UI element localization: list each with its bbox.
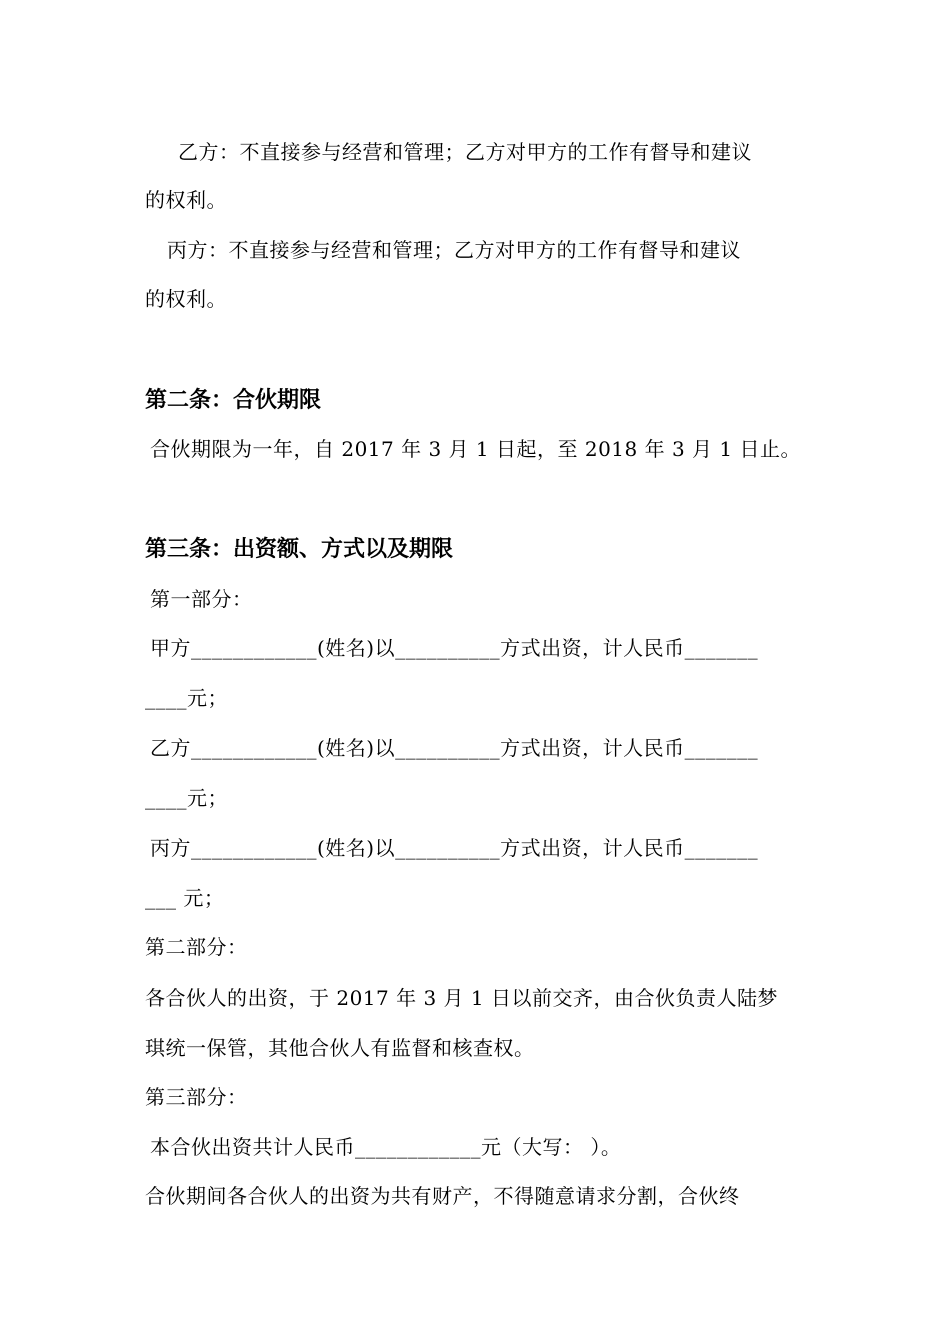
party-c-contribution-line1: 丙方____________(姓名)以__________方式出资，计人民币_______ bbox=[150, 836, 759, 860]
party-a-contribution-line1: 甲方____________(姓名)以__________方式出资，计人民币_______ bbox=[150, 636, 759, 660]
party-b-rights-line2: 的权利。 bbox=[145, 188, 227, 212]
part-2-body-line2: 琪统一保管，其他合伙人有监督和核查权。 bbox=[145, 1036, 535, 1060]
party-b-contribution-line1: 乙方____________(姓名)以__________方式出资，计人民币_______ bbox=[150, 736, 759, 760]
part-3-label: 第三部分： bbox=[145, 1085, 248, 1109]
party-b-contribution-line2: ____元； bbox=[145, 786, 228, 810]
part-1-label: 第一部分： bbox=[150, 587, 253, 611]
party-c-contribution-line2: ___ 元； bbox=[145, 886, 225, 910]
part-3-body-line2: 合伙期间各合伙人的出资为共有财产，不得随意请求分割，合伙终 bbox=[145, 1184, 740, 1208]
party-c-rights-line2: 的权利。 bbox=[145, 287, 227, 311]
article-2-body: 合伙期限为一年，自 2017 年 3 月 1 日起，至 2018 年 3 月 1 日止。 bbox=[150, 437, 801, 461]
article-3-heading: 第三条：出资额、方式以及期限 bbox=[145, 537, 454, 562]
part-2-label: 第二部分： bbox=[145, 935, 248, 959]
part-3-body-line1: 本合伙出资共计人民币____________元（大写： ）。 bbox=[150, 1135, 622, 1159]
party-a-contribution-line2: ____元； bbox=[145, 686, 228, 710]
part-2-body-line1: 各合伙人的出资，于 2017 年 3 月 1 日以前交齐，由合伙负责人陆梦 bbox=[145, 986, 778, 1010]
article-2-heading: 第二条：合伙期限 bbox=[145, 388, 322, 413]
party-c-rights-line1: 丙方：不直接参与经营和管理；乙方对甲方的工作有督导和建议 bbox=[167, 238, 741, 262]
party-b-rights-line1: 乙方：不直接参与经营和管理；乙方对甲方的工作有督导和建议 bbox=[178, 140, 752, 164]
